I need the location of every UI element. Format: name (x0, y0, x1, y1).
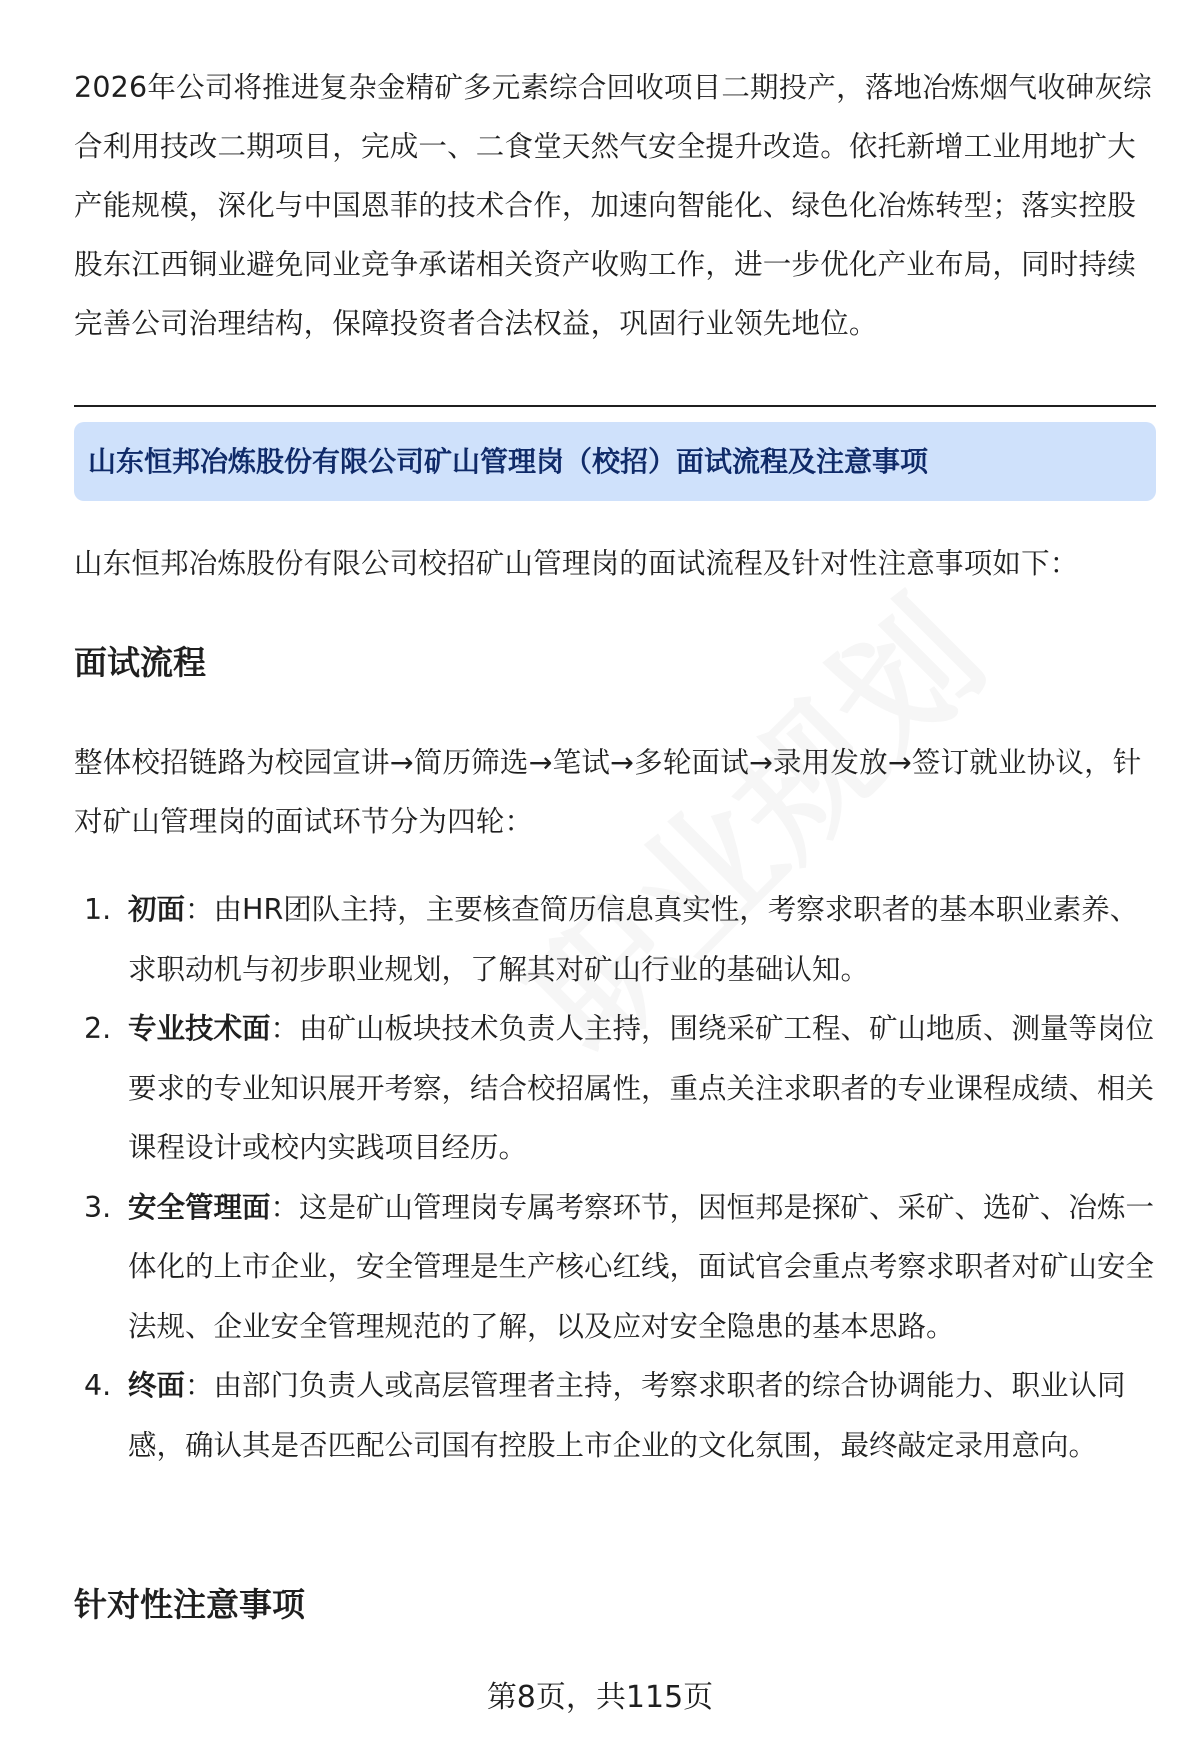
list-item (74, 1178, 1156, 1357)
step-number: 1. (84, 893, 112, 926)
step-text: ：由矿山板块技术负责人主持，围绕采矿工程、矿山地质、测量等岗位要求的专业知识展开考察，结合校招属性，重点关注求职者的专业课程成绩、相关课程设计或校内实践项目经历。 (128, 1012, 1155, 1164)
title-banner (74, 422, 1156, 501)
list-item (74, 880, 1156, 999)
list-item (74, 999, 1156, 1178)
step-number: 3. (84, 1190, 112, 1224)
step-text: ：由HR团队主持，主要核查简历信息真实性，考察求职者的基本职业素养、求职动机与初步职业规划，了解其对矿山行业的基础认知。 (128, 893, 1139, 986)
page-number: 第8页，共115页 (486, 1680, 714, 1715)
banner-title: 山东恒邦冶炼股份有限公司矿山管理岗（校招）面试流程及注意事项 (88, 445, 929, 478)
step-text: ：这是矿山管理岗专属考察环节，因恒邦是探矿、采矿、选矿、冶炼一体化的上市企业，安全管理是生产核心红线，面试官会重点考察求职者对矿山安全法规、企业安全管理规范的了解，以及应对安全隐患的基本思路。 (128, 1190, 1155, 1343)
step-number: 2. (84, 1012, 112, 1045)
interview-steps-list (74, 880, 1156, 1475)
list-item (74, 1356, 1156, 1475)
document-page (74, 0, 1156, 1755)
step-title: 安全管理面 (128, 1190, 271, 1224)
step-title: 终面 (128, 1369, 186, 1402)
heading-interview-process: 面试流程 (74, 643, 206, 682)
heading-targeted-notes: 针对性注意事项 (74, 1585, 305, 1624)
intro-paragraph: 2026年公司将推进复杂金精矿多元素综合回收项目二期投产，落地冶炼烟气收砷灰综合利用技改二期项目，完成一、二食堂天然气安全提升改造。依托新增工业用地扩大产能规模，深化与中国恩菲的技术合作，加速向智能化、绿色化冶炼转型；落实控股股东江西铜业避免同业竞争承诺相关资产收购工作，进一步优化产业布局，同时持续完善公司治理结构，保障投资者合法权益，巩固行业领先地位。 (74, 71, 1152, 340)
step-text: ：由部门负责人或高层管理者主持，考察求职者的综合协调能力、职业认同感，确认其是否匹配公司国有控股上市企业的文化氛围，最终敲定录用意向。 (128, 1369, 1126, 1462)
process-intro-paragraph: 整体校招链路为校园宣讲→简历筛选→笔试→多轮面试→录用发放→签订就业协议，针对矿山管理岗的面试环节分为四轮： (74, 746, 1142, 838)
step-title: 初面 (128, 893, 186, 926)
step-title: 专业技术面 (128, 1012, 271, 1045)
section-divider (74, 405, 1156, 407)
lead-paragraph: 山东恒邦冶炼股份有限公司校招矿山管理岗的面试流程及针对性注意事项如下： (74, 547, 1079, 580)
step-number: 4. (84, 1369, 112, 1402)
